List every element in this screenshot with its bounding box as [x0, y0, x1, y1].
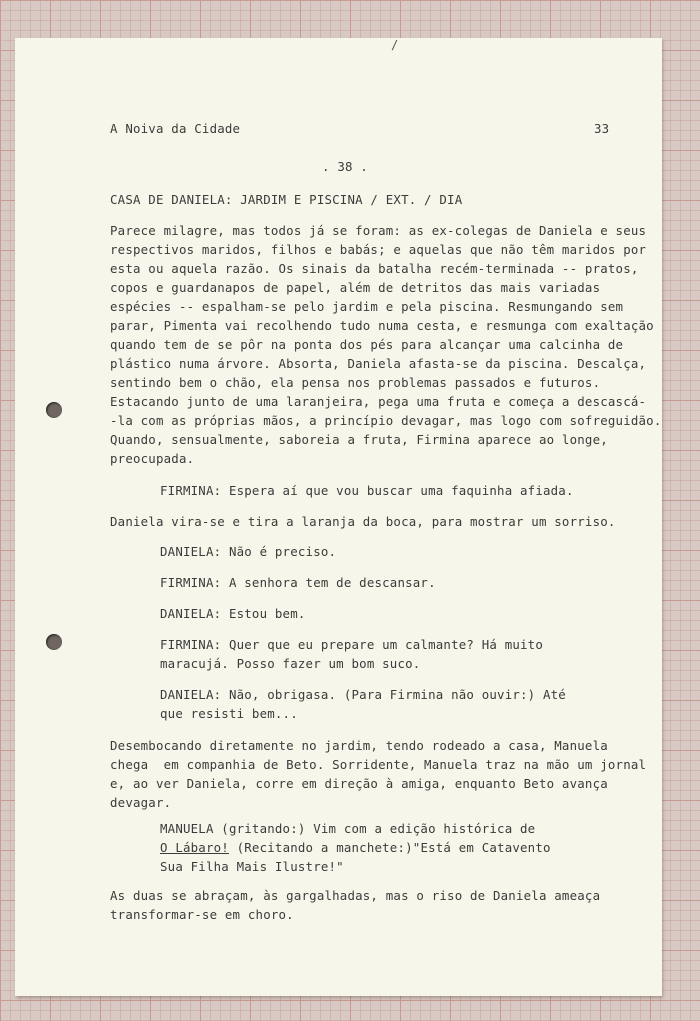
paragraph-line: chega em companhia de Beto. Sorridente, Manuela traz na mão um jornal: [110, 757, 647, 772]
dialogue-firmina: maracujá. Posso fazer um bom suco.: [160, 656, 421, 671]
paragraph-line: preocupada.: [110, 451, 195, 466]
scene-number: . 38 .: [322, 159, 368, 174]
typewritten-page: [15, 38, 662, 996]
dialogue-manuela: [160, 839, 551, 858]
dialogue-firmina: FIRMINA: Quer que eu prepare um calmante? Há muito: [160, 637, 543, 652]
newspaper-title: O Lábaro!: [160, 840, 229, 855]
paragraph-line: espécies -- espalham-se pelo jardim e pela piscina. Resmungando sem: [110, 299, 624, 314]
paragraph-line: devagar.: [110, 795, 172, 810]
paragraph-line: Parece milagre, mas todos já se foram: as ex-colegas de Daniela e seus: [110, 223, 647, 238]
dialogue-firmina: FIRMINA: Espera aí que vou buscar uma faquinha afiada.: [160, 483, 574, 498]
paragraph-line: sentindo bem o chão, ela pensa nos problemas passados e futuros.: [110, 375, 601, 390]
paragraph-line: transformar-se em choro.: [110, 907, 294, 922]
paragraph-line: Desembocando diretamente no jardim, tendo rodeado a casa, Manuela: [110, 738, 608, 753]
punch-hole-lower: [46, 634, 62, 650]
action-line: Daniela vira-se e tira a laranja da boca, para mostrar um sorriso.: [110, 514, 616, 529]
dialogue-firmina: FIRMINA: A senhora tem de descansar.: [160, 575, 436, 590]
page-number: 33: [594, 121, 610, 136]
scene-heading: CASA DE DANIELA: JARDIM E PISCINA / EXT. / DIA: [110, 192, 463, 207]
paragraph-line: plástico numa árvore. Absorta, Daniela afasta-se da piscina. Descalça,: [110, 356, 647, 371]
paragraph-line: Estacando junto de uma laranjeira, pega uma fruta e começa a descascá-: [110, 394, 647, 409]
pen-mark: /: [391, 38, 399, 52]
paragraph-line: As duas se abraçam, às gargalhadas, mas o riso de Daniela ameaça: [110, 888, 601, 903]
dialogue-daniela: DANIELA: Estou bem.: [160, 606, 306, 621]
dialogue-daniela: DANIELA: Não, obrigasa. (Para Firmina não ouvir:) Até: [160, 687, 566, 702]
paragraph-line: copos e guardanapos de papel, além de detritos das mais variadas: [110, 280, 601, 295]
paragraph-line: e, ao ver Daniela, corre em direção à amiga, enquanto Beto avança: [110, 776, 608, 791]
paragraph-line: respectivos maridos, filhos e babás; e aquelas que não têm maridos por: [110, 242, 647, 257]
header-title: A Noiva da Cidade: [110, 121, 241, 136]
dialogue-manuela: Sua Filha Mais Ilustre!": [160, 859, 344, 874]
dialogue-daniela: DANIELA: Não é preciso.: [160, 544, 337, 559]
dialogue-manuela: MANUELA (gritando:) Vim com a edição histórica de: [160, 821, 536, 836]
paragraph-line: parar, Pimenta vai recolhendo tudo numa cesta, e resmunga com exaltação: [110, 318, 654, 333]
punch-hole-upper: [46, 402, 62, 418]
dialogue-text: (Recitando a manchete:)"Está em Catavento: [228, 840, 551, 855]
paragraph-line: esta ou aquela razão. Os sinais da batalha recém-terminada -- pratos,: [110, 261, 639, 276]
dialogue-daniela: que resisti bem...: [160, 706, 298, 721]
paragraph-line: quando tem de se pôr na ponta dos pés para alcançar uma calcinha de: [110, 337, 624, 352]
paragraph-line: -la com as próprias mãos, a princípio devagar, mas logo com sofreguidão.: [110, 413, 662, 428]
paragraph-line: Quando, sensualmente, saboreia a fruta, Firmina aparece ao longe,: [110, 432, 608, 447]
